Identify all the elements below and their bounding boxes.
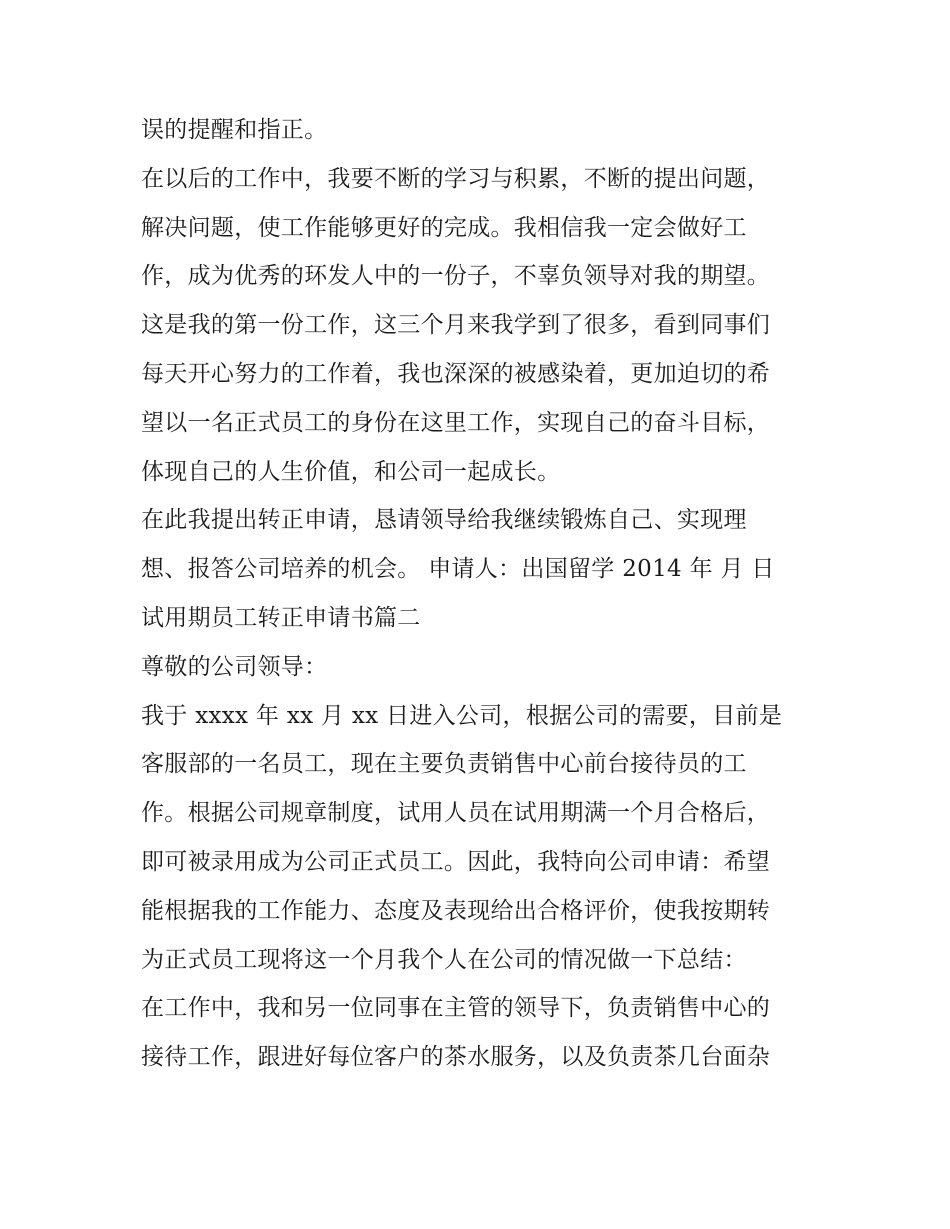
signature-line: 想、报答公司培养的机会。 申请人：出国留学 2014 年 月 日 xyxy=(141,556,775,583)
text-line: 每天开心努力的工作着，我也深深的被感染着，更加迫切的希 xyxy=(141,360,771,387)
text-line: 这是我的第一份工作，这三个月来我学到了很多，看到同事们 xyxy=(141,312,771,339)
text-line: 在此我提出转正申请，恳请领导给我继续锻炼自己、实现理 xyxy=(141,507,747,534)
text-line: 解决问题，使工作能够更好的完成。我相信我一定会做好工 xyxy=(141,214,747,241)
text-line: 望以一名正式员工的身份在这里工作，实现自己的奋斗目标， xyxy=(141,409,771,436)
section-title: 试用期员工转正申请书篇二 xyxy=(141,604,421,631)
text-line: 作，成为优秀的环发人中的一份子，不辜负领导对我的期望。 xyxy=(141,263,771,290)
text-line: 我于 xxxx 年 xx 月 xx 日进入公司，根据公司的需要，目前是 xyxy=(141,702,783,729)
text-line: 接待工作，跟进好每位客户的茶水服务，以及负责茶几台面杂 xyxy=(141,1044,771,1071)
document-body xyxy=(141,106,831,1082)
text-line: 体现自己的人生价值，和公司一起成长。 xyxy=(141,458,561,485)
text-line: 能根据我的工作能力、态度及表现给出合格评价，使我按期转 xyxy=(141,897,771,924)
text-line: 客服部的一名员工，现在主要负责销售中心前台接待员的工 xyxy=(141,751,747,778)
text-line: 误的提醒和指正。 xyxy=(141,117,328,143)
text-line: 即可被录用成为公司正式员工。因此，我特向公司申请：希望 xyxy=(141,848,771,875)
text-line: 在工作中，我和另一位同事在主管的领导下，负责销售中心的 xyxy=(141,995,771,1022)
salutation: 尊敬的公司领导： xyxy=(141,653,328,680)
text-line: 作。根据公司规章制度，试用人员在试用期满一个月合格后， xyxy=(141,800,771,827)
text-line: 在以后的工作中，我要不断的学习与积累，不断的提出问题， xyxy=(141,165,771,192)
text-line: 为正式员工现将这一个月我个人在公司的情况做一下总结： xyxy=(141,946,747,973)
